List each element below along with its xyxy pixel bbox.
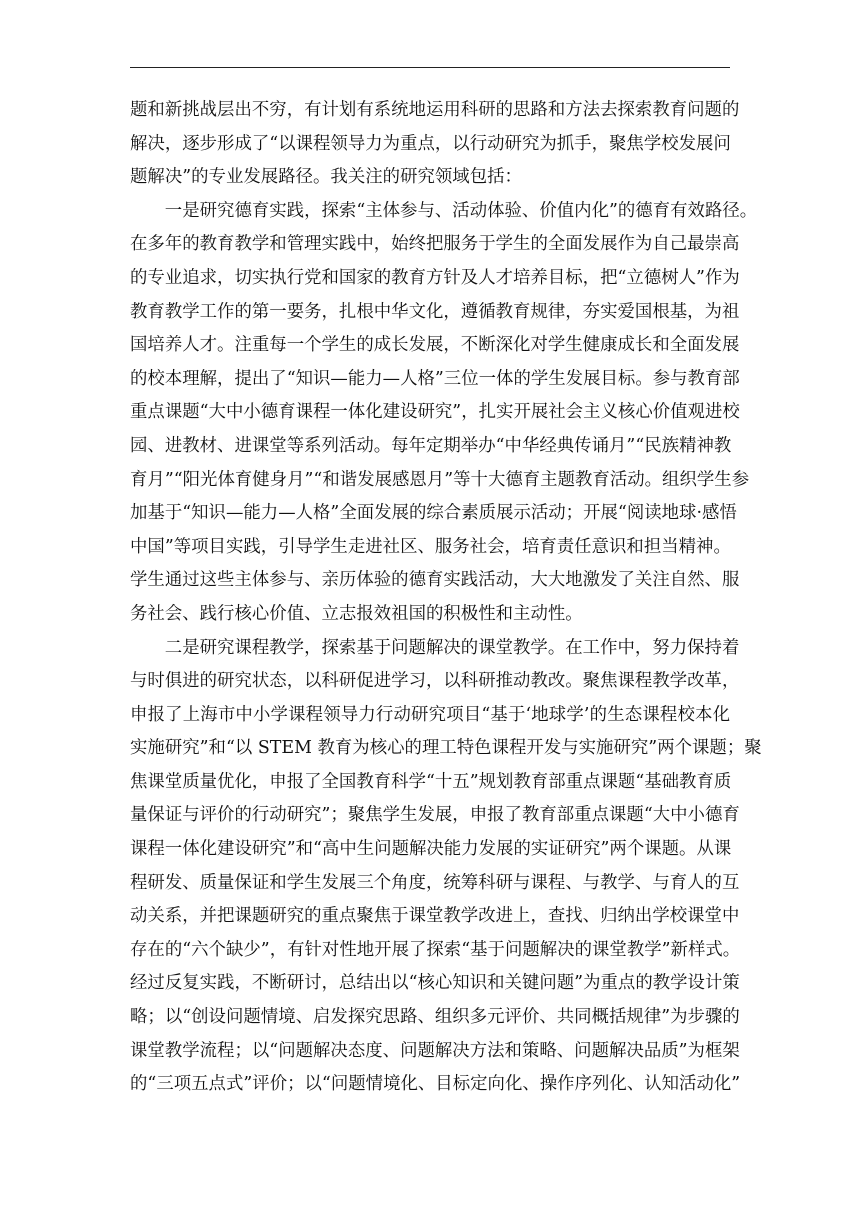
header-rule	[130, 67, 730, 68]
text-line: 务社会、践行核心价值、立志报效祖国的积极性和主动性。	[130, 603, 583, 624]
text-line: 申报了上海市中小学课程领导力行动研究项目“基于‘地球学’的生态课程校本化	[130, 704, 730, 725]
text-line: 学生通过这些主体参与、亲历体验的德育实践活动，大大地激发了关注自然、服	[130, 570, 740, 591]
text-line: 的“三项五点式”评价；以“问题情境化、目标定向化、操作序列化、认知活动化”	[130, 1074, 741, 1095]
text-line: 课堂教学流程；以“问题解决态度、问题解决方法和策略、问题解决品质”为框架	[130, 1040, 740, 1061]
text-line: 略；以“创设问题情境、启发探究思路、组织多元评价、共同概括规律”为步骤的	[130, 1007, 740, 1028]
text-line: 经过反复实践，不断研讨，总结出以“核心知识和关键问题”为重点的教学设计策	[130, 973, 740, 994]
text-line: 量保证与评价的行动研究”；聚焦学生发展，申报了教育部重点课题“大中小德育	[130, 805, 740, 826]
text-line: 与时俱进的研究状态，以科研促进学习，以科研推动教改。聚焦课程教学改革，	[130, 671, 740, 692]
text-line: 存在的“六个缺少”，有针对性地开展了探索“基于问题解决的课堂教学”新样式。	[130, 939, 741, 960]
text-line: 题解决”的专业发展路径。我关注的研究领域包括：	[130, 167, 522, 188]
text-line: 程研发、质量保证和学生发展三个角度，统筹科研与课程、与教学、与育人的互	[130, 872, 740, 893]
text-line: 教育教学工作的第一要务，扎根中华文化，遵循教育规律，夯实爱国根基，为祖	[130, 301, 740, 322]
text-line: 育月”“阳光体育健身月”“和谐发展感恩月”等十大德育主题教育活动。组织学生参	[130, 469, 750, 490]
body-text	[130, 94, 762, 1102]
text-line: 实施研究”和“以 STEM 教育为核心的理工特色课程开发与实施研究”两个课题；聚	[130, 738, 762, 759]
text-line: 园、进教材、进课堂等系列活动。每年定期举办“中华经典传诵月”“民族精神教	[130, 435, 732, 456]
text-line: 二是研究课程教学，探索基于问题解决的课堂教学。在工作中，努力保持着	[164, 637, 740, 658]
text-line: 解决，逐步形成了“以课程领导力为重点，以行动研究为抓手，聚焦学校发展问	[130, 133, 731, 154]
text-line: 一是研究德育实践，探索“主体参与、活动体验、价值内化”的德育有效路径。	[164, 200, 758, 221]
text-line: 国培养人才。注重每一个学生的成长发展，不断深化对学生健康成长和全面发展	[130, 335, 740, 356]
text-line: 动关系，并把课题研究的重点聚焦于课堂教学改进上，查找、归纳出学校课堂中	[130, 906, 740, 927]
text-line: 重点课题“大中小德育课程一体化建设研究”，扎实开展社会主义核心价值观进校	[130, 402, 740, 423]
text-line: 中国”等项目实践，引导学生走进社区、服务社会，培育责任意识和担当精神。	[130, 536, 731, 557]
text-line: 题和新挑战层出不穷，有计划有系统地运用科研的思路和方法去探索教育问题的	[130, 100, 740, 120]
text-line: 的专业追求，切实执行党和国家的教育方针及人才培养目标，把“立德树人”作为	[130, 267, 740, 288]
text-line: 加基于“知识—能力—人格”全面发展的综合素质展示活动；开展“阅读地球·感悟	[130, 503, 737, 524]
text-line: 焦课堂质量优化，申报了全国教育科学“十五”规划教育部重点课题“基础教育质	[130, 771, 732, 792]
text-line: 在多年的教育教学和管理实践中，始终把服务于学生的全面发展作为自己最崇高	[130, 234, 740, 255]
text-line: 课程一体化建设研究”和“高中生问题解决能力发展的实证研究”两个课题。从课	[130, 839, 732, 860]
text-line: 的校本理解，提出了“知识—能力—人格”三位一体的学生发展目标。参与教育部	[130, 368, 740, 389]
